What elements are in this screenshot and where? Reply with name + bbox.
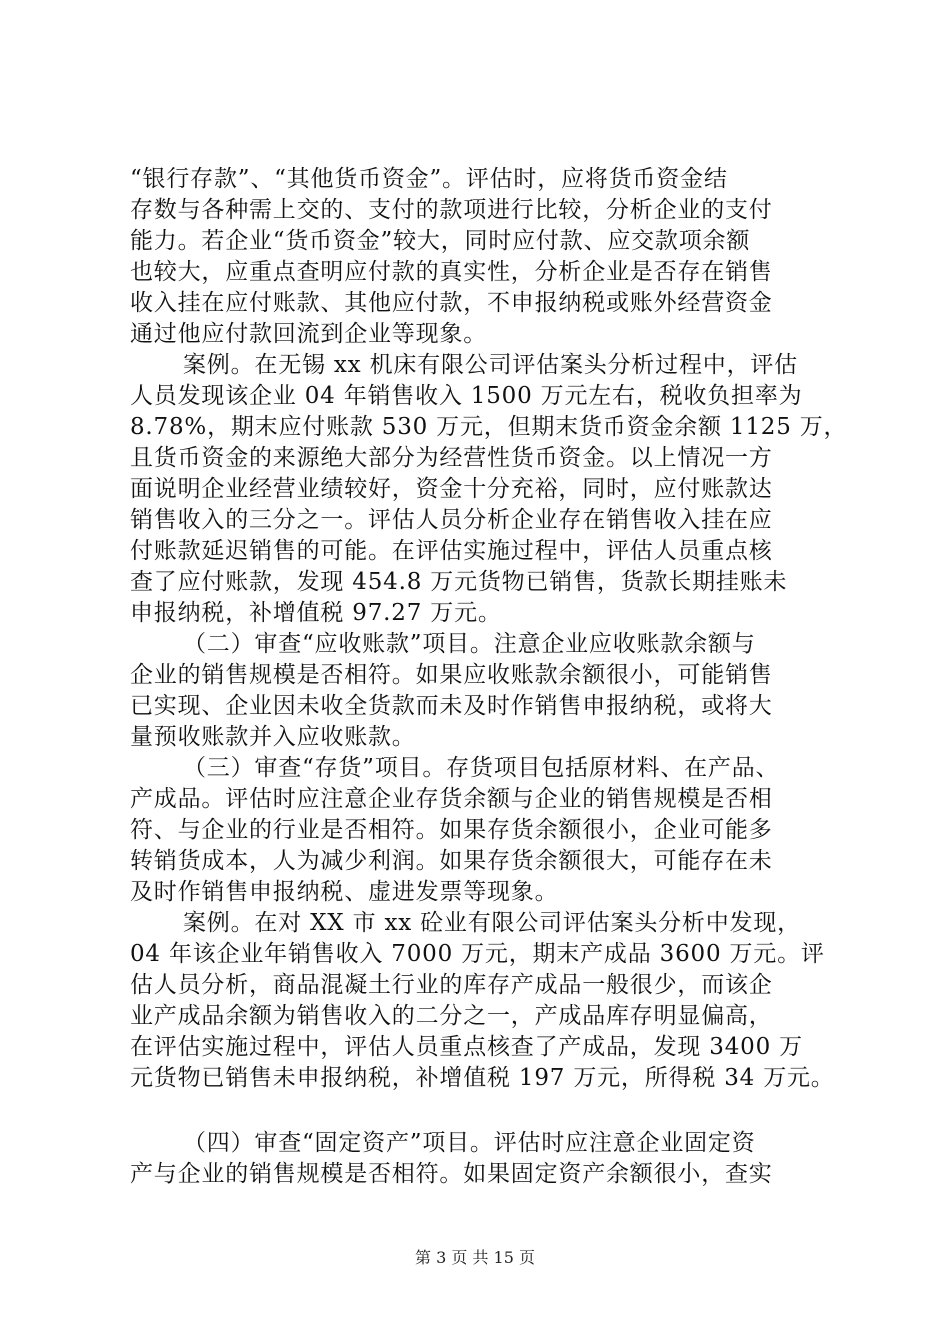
text-line: 量预收账款并入应收账款。 <box>130 724 416 750</box>
body-text <box>130 164 848 1190</box>
text-line: 销售收入的三分之一。评估人员分析企业存在销售收入挂在应 <box>130 507 773 533</box>
text-line: 企业的销售规模是否相符。如果应收账款余额很小，可能销售 <box>130 662 773 688</box>
text-line: 且货币资金的来源绝大部分为经营性货币资金。以上情况一方 <box>130 445 773 471</box>
text-line: 业产成品余额为销售收入的二分之一，产成品库存明显偏高， <box>130 1003 773 1029</box>
text-line: 存数与各种需上交的、支付的款项进行比较，分析企业的支付 <box>130 197 773 223</box>
text-line: 8.78%，期末应付账款 530 万元，但期末货币资金余额 1125 万， <box>130 414 848 440</box>
text-line: 元货物已销售未申报纳税，补增值税 197 万元，所得税 34 万元。 <box>130 1065 835 1091</box>
paragraph-gap <box>130 1094 830 1128</box>
text-line: （三）审查“存货”项目。存货项目包括原材料、在产品、 <box>183 755 780 781</box>
page-number-footer: 第 3 页 共 15 页 <box>415 1248 535 1267</box>
text-line: 面说明企业经营业绩较好，资金十分充裕，同时，应付账款达 <box>130 476 773 502</box>
text-line: （二）审查“应收账款”项目。注意企业应收账款余额与 <box>183 631 756 657</box>
text-line: 04 年该企业年销售收入 7000 万元，期末产成品 3600 万元。评 <box>130 941 825 967</box>
text-line: 案例。在无锡 xx 机床有限公司评估案头分析过程中，评估 <box>183 352 798 378</box>
text-line: 也较大，应重点查明应付款的真实性，分析企业是否存在销售 <box>130 259 773 285</box>
text-line: 在评估实施过程中，评估人员重点核查了产成品，发现 3400 万 <box>130 1034 803 1060</box>
text-line: 付账款延迟销售的可能。在评估实施过程中，评估人员重点核 <box>130 538 773 564</box>
text-line: 通过他应付款回流到企业等现象。 <box>130 321 487 347</box>
text-line: 产成品。评估时应注意企业存货余额与企业的销售规模是否相 <box>130 786 773 812</box>
text-line: 符、与企业的行业是否相符。如果存货余额很小，企业可能多 <box>130 817 773 843</box>
text-line: 已实现、企业因未收全货款而未及时作销售申报纳税，或将大 <box>130 693 773 719</box>
text-line: 收入挂在应付账款、其他应付款，不申报纳税或账外经营资金 <box>130 290 773 316</box>
text-line: 产与企业的销售规模是否相符。如果固定资产余额很小，查实 <box>130 1161 773 1187</box>
text-line: 查了应付账款，发现 454.8 万元货物已销售，货款长期挂账未 <box>130 569 788 595</box>
text-line: （四）审查“固定资产”项目。评估时应注意企业固定资 <box>183 1130 756 1156</box>
text-line: 申报纳税，补增值税 97.27 万元。 <box>130 600 502 626</box>
text-line: 转销货成本，人为减少利润。如果存货余额很大，可能存在未 <box>130 848 773 874</box>
text-line: 估人员分析，商品混凝土行业的库存产成品一般很少，而该企 <box>130 972 773 998</box>
text-line: 能力。若企业“货币资金”较大，同时应付款、应交款项余额 <box>130 228 751 254</box>
text-line: 案例。在对 XX 市 xx 砼业有限公司评估案头分析中发现， <box>183 910 801 936</box>
text-line: “银行存款”、“其他货币资金”。评估时，应将货币资金结 <box>130 166 728 192</box>
text-line: 及时作销售申报纳税、虚进发票等现象。 <box>130 879 559 905</box>
text-line: 人员发现该企业 04 年销售收入 1500 万元左右，税收负担率为 <box>130 383 803 409</box>
